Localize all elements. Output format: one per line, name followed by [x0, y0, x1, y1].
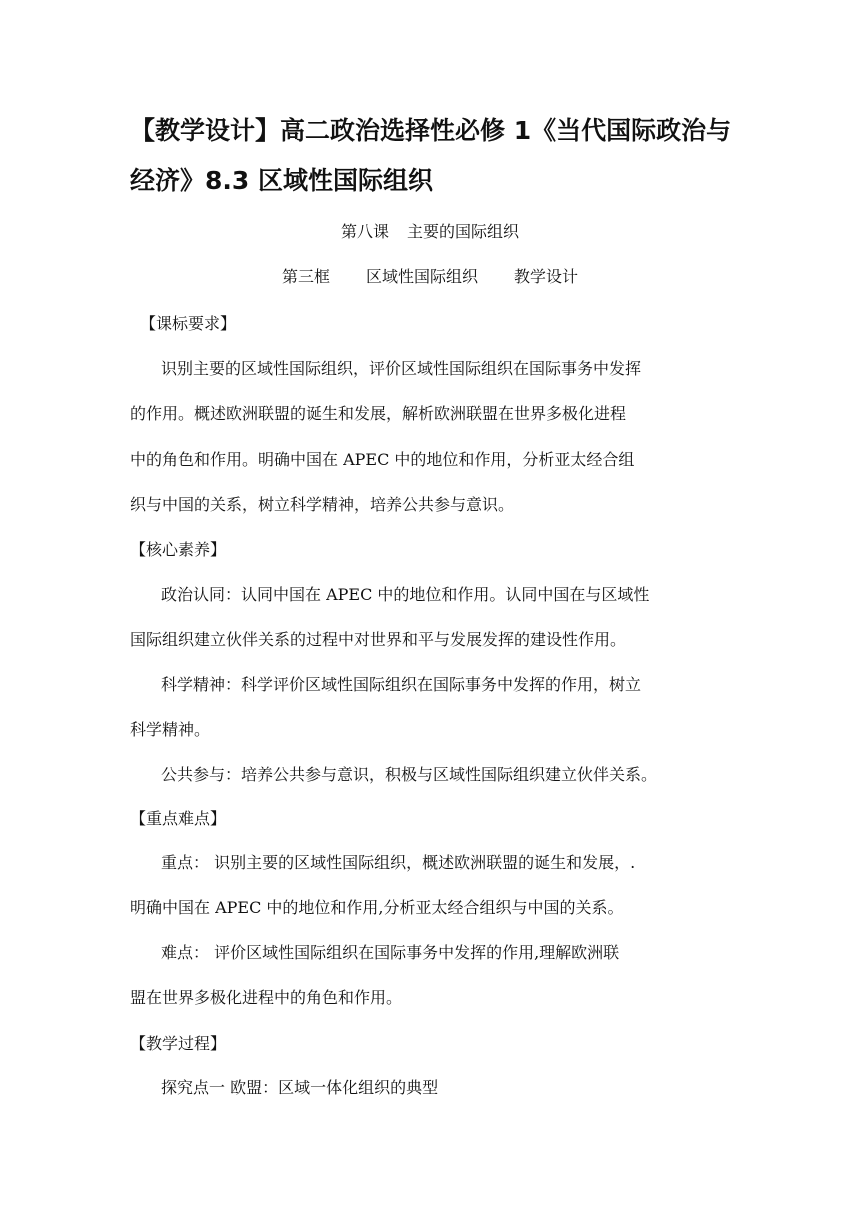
title-line-2: 经济》8.3 区域性国际组织 [130, 166, 433, 195]
frame-name: 区域性国际组织 [365, 267, 478, 286]
lesson-name: 主要的国际组织 [407, 222, 520, 241]
title-line-1: 【教学设计】高二政治选择性必修 1《当代国际政治与 [130, 116, 732, 145]
curriculum-line-3: 中的角色和作用。明确中国在 APEC 中的地位和作用，分析亚太经合组 [130, 450, 635, 469]
curriculum-heading: 【课标要求】 [140, 314, 237, 333]
curriculum-line-2: 的作用。概述欧洲联盟的诞生和发展，解析欧洲联盟在世界多极化进程 [130, 404, 627, 423]
frame-heading [130, 265, 730, 289]
lesson-heading [130, 220, 730, 244]
frame-label: 第三框 [281, 267, 330, 286]
curriculum-line-4: 织与中国的关系，树立科学精神，培养公共参与意识。 [130, 495, 515, 514]
document-title [130, 106, 740, 206]
process-heading: 【教学过程】 [130, 1034, 227, 1053]
core-line-3: 科学精神：科学评价区域性国际组织在国际事务中发挥的作用，树立 [161, 675, 642, 694]
core-heading: 【核心素养】 [130, 540, 227, 559]
core-line-1: 政治认同：认同中国在 APEC 中的地位和作用。认同中国在与区域性 [161, 585, 650, 604]
lesson-label: 第八课 [340, 222, 389, 241]
core-line-4: 科学精神。 [130, 720, 211, 739]
core-line-5: 公共参与：培养公共参与意识，积极与区域性国际组织建立伙伴关系。 [161, 765, 658, 784]
process-line-1: 探究点一 欧盟：区域一体化组织的典型 [161, 1078, 439, 1097]
focus-line-4: 盟在世界多极化进程中的角色和作用。 [130, 988, 403, 1007]
focus-line-1: 重点： 识别主要的区域性国际组织，概述欧洲联盟的诞生和发展，. [161, 853, 636, 872]
focus-line-2: 明确中国在 APEC 中的地位和作用,分析亚太经合组织与中国的关系。 [130, 898, 624, 917]
focus-heading: 【重点难点】 [130, 809, 227, 828]
curriculum-line-1: 识别主要的区域性国际组织，评价区域性国际组织在国际事务中发挥 [161, 359, 642, 378]
core-line-2: 国际组织建立伙伴关系的过程中对世界和平与发展发挥的建设性作用。 [130, 630, 627, 649]
focus-line-3: 难点： 评价区域性国际组织在国际事务中发挥的作用,理解欧洲联 [161, 943, 620, 962]
doc-type: 教学设计 [514, 267, 579, 286]
